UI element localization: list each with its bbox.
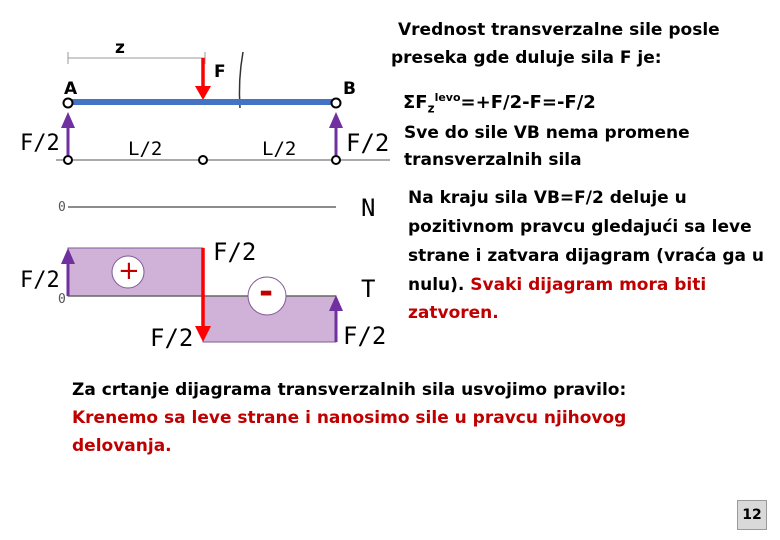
explanation-para3-line2: pozitivnom pravcu gledajući sa leve	[408, 217, 752, 237]
label-f2-support-b: F/2	[346, 129, 390, 157]
label-f2-diagram-left: F/2	[20, 268, 60, 293]
explanation-para3-line5: zatvoren.	[408, 303, 499, 323]
formula	[403, 86, 596, 121]
label-b: B	[343, 79, 356, 99]
label-a: A	[64, 79, 78, 99]
support-a-node	[64, 99, 73, 108]
formula-rest: =+F/2-F=-F/2	[460, 92, 596, 113]
support-b-node	[332, 99, 341, 108]
explanation-para3-line3: strane i zatvara dijagram (vraća ga u	[408, 246, 765, 266]
rule-line-1: Za crtanje dijagrama transverzalnih sila usvojimo pravilo:	[72, 380, 627, 400]
label-z: z	[115, 38, 125, 58]
label-f2-right-bottom: F/2	[343, 322, 387, 350]
explanation-line-2: preseka gde duluje sila F je:	[391, 48, 662, 68]
explanation-para3-line1: Na kraju sila VB=F/2 deluje u	[408, 188, 687, 208]
beam	[68, 99, 336, 105]
label-t: T	[361, 275, 376, 303]
explanation-para2-line1: Sve do sile VB nema promene	[404, 123, 690, 143]
explanation-para3-line4	[408, 274, 706, 297]
formula-sigma: ΣF	[403, 92, 428, 113]
label-f2-diagram-mid: F/2	[213, 238, 257, 266]
explanation-para3-line4-red: Svaki dijagram mora biti	[470, 275, 707, 295]
explanation-para3-line4-black: nulu).	[408, 275, 471, 295]
formula-superscript: levo	[434, 91, 461, 104]
plus-sign: +	[118, 256, 140, 286]
explanation-para2-line2: transverzalnih sila	[404, 150, 582, 170]
label-half-span-right: L/2	[262, 138, 297, 160]
label-f2-diagram-low: F/2	[150, 324, 194, 352]
formula-subscript: z	[427, 101, 435, 116]
label-f: F	[214, 62, 226, 82]
label-zero-n: 0	[58, 200, 66, 215]
rule-line-2: Krenemo sa leve strane i nanosimo sile u pravcu njihovog	[72, 408, 627, 428]
label-half-span-left: L/2	[128, 138, 163, 160]
explanation-line-1: Vrednost transverzalne sile posle	[398, 20, 720, 40]
minus-sign: -	[259, 272, 274, 312]
label-zero-t: 0	[58, 292, 66, 307]
label-n: N	[361, 194, 376, 222]
rule-line-3: delovanja.	[72, 436, 172, 456]
label-f2-support-a: F/2	[20, 131, 60, 156]
page-number: 12	[737, 500, 767, 530]
